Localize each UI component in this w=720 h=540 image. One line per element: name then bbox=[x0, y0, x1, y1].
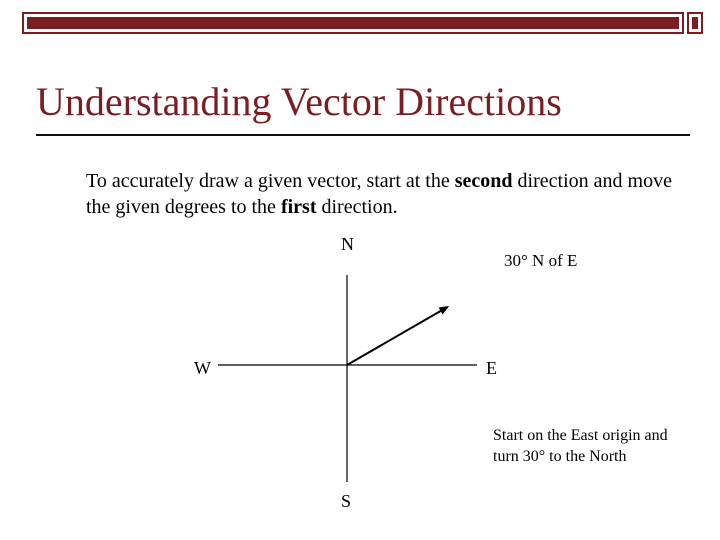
intro-bold-first: first bbox=[280, 196, 317, 218]
intro-bold-second: second bbox=[454, 170, 513, 192]
west-label: W bbox=[194, 358, 211, 378]
angle-label: 30° N of E bbox=[504, 251, 578, 270]
slide-title: Understanding Vector Directions bbox=[36, 79, 562, 124]
intro-part1: To accurately draw a given vector, start at the bbox=[86, 170, 455, 192]
intro-part2: direction and move the given degrees to the bbox=[86, 170, 672, 218]
instruction-note: Start on the East origin and turn 30° to the North bbox=[493, 427, 668, 465]
east-label: E bbox=[486, 358, 497, 378]
south-label: S bbox=[341, 491, 352, 511]
vector-arrow bbox=[347, 307, 448, 365]
north-label: N bbox=[341, 234, 354, 254]
intro-part3: direction. bbox=[316, 196, 398, 218]
